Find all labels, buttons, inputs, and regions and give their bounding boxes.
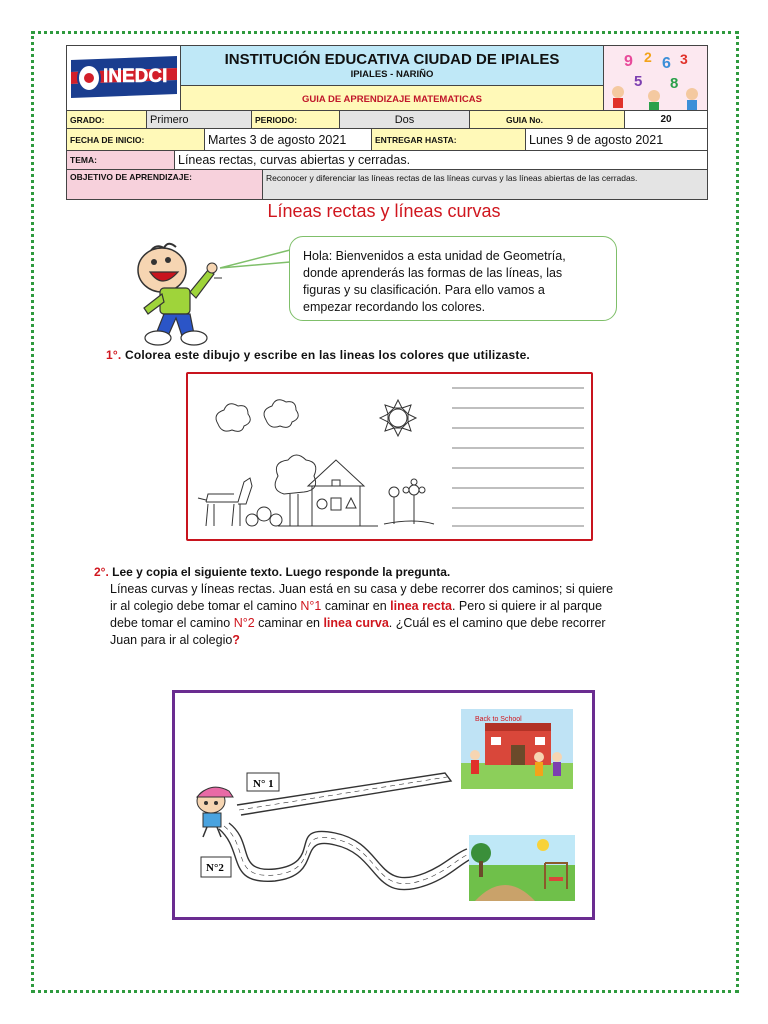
paragraph-line-1: Líneas curvas y líneas rectas. Juan está en su casa y debe recorrer dos caminos; si quiere xyxy=(110,582,614,596)
question-mark: ? xyxy=(232,633,240,647)
bubble-line-1: Hola: Bienvenidos a esta unidad de Geometría, xyxy=(303,249,566,263)
paragraph-text: caminar en xyxy=(254,616,324,630)
question-2-text: Lee y copia el siguiente texto. Luego responde la pregunta. xyxy=(112,565,451,579)
bubble-line-4: empezar recordando los colores. xyxy=(303,300,486,314)
svg-text:9: 9 xyxy=(624,53,633,70)
tema-label: TEMA: xyxy=(67,151,175,169)
school-sign: Back to School xyxy=(475,716,522,723)
entregar-label: ENTREGAR HASTA: xyxy=(372,129,526,150)
objetivo-label: OBJETIVO DE APRENDIZAJE: xyxy=(67,170,263,199)
school-logo xyxy=(67,46,181,110)
paragraph-text: . ¿Cuál es el camino que debe recorrer xyxy=(388,616,606,630)
logo-text: INEDCI xyxy=(103,66,168,87)
cartoon-boy-illustration xyxy=(128,238,228,348)
guia-label: GUIA No. xyxy=(470,111,625,128)
question-1 xyxy=(106,348,530,362)
paragraph-text: . Pero si quiere ir al parque xyxy=(451,599,603,613)
school-picture xyxy=(461,709,573,789)
tema-value: Líneas rectas, curvas abiertas y cerradas. xyxy=(175,151,707,169)
bubble-line-3: figuras y su clasificación. Para ello vamos a xyxy=(303,283,545,297)
question-1-text: Colorea este dibujo y escribe en las lineas los colores que utilizaste. xyxy=(124,348,530,362)
bubble-line-2: donde aprenderás las formas de las líneas, las xyxy=(303,266,563,280)
svg-text:5: 5 xyxy=(634,73,643,90)
path-1-label: N° 1 xyxy=(253,778,274,790)
question-2-number: 2°. xyxy=(94,565,109,579)
curved-line-ref: linea curva xyxy=(323,616,389,630)
coloring-box xyxy=(186,372,593,541)
question-1-number: 1°. xyxy=(106,348,122,362)
objetivo-value: Reconocer y diferenciar las líneas rectas de las líneas curvas y las líneas abiertas de las cerradas. xyxy=(263,170,707,199)
numbers-kids-illustration xyxy=(603,46,707,110)
path-1-ref: N°1 xyxy=(300,599,322,613)
question-2 xyxy=(94,565,450,579)
paragraph-text: debe tomar el camino xyxy=(110,616,234,630)
svg-text:3: 3 xyxy=(680,51,688,67)
kid-character-illustration xyxy=(197,787,233,837)
grado-label: GRADO: xyxy=(67,111,147,128)
guide-title: GUIA DE APRENDIZAJE MATEMATICAS xyxy=(181,86,603,110)
header-table xyxy=(66,45,708,200)
school-name: INSTITUCIÓN EDUCATIVA CIUDAD DE IPIALES xyxy=(224,51,560,68)
svg-text:6: 6 xyxy=(662,55,671,72)
paragraph-text: ir al colegio debe tomar el camino xyxy=(110,599,301,613)
paragraph-text: Juan para ir al colegio xyxy=(110,633,233,647)
straight-line-ref: linea recta xyxy=(390,599,452,613)
entregar-value: Lunes 9 de agosto 2021 xyxy=(526,129,707,150)
paths-drawing xyxy=(175,693,592,917)
grado-value: Primero xyxy=(147,111,252,128)
school-location: IPIALES - NARIÑO xyxy=(350,69,434,80)
periodo-label: PERIODO: xyxy=(252,111,340,128)
coloring-drawing xyxy=(188,374,590,538)
page-title: Líneas rectas y líneas curvas xyxy=(267,201,501,221)
reading-paragraph xyxy=(110,581,670,649)
park-picture xyxy=(469,835,575,901)
guia-value: 20 xyxy=(660,114,672,125)
path-2-ref: N°2 xyxy=(233,616,255,630)
svg-text:8: 8 xyxy=(670,75,679,92)
speech-pointer xyxy=(218,246,292,276)
path-2-label: N°2 xyxy=(206,862,224,874)
svg-text:2: 2 xyxy=(644,49,652,65)
periodo-value: Dos xyxy=(340,111,470,128)
fecha-label: FECHA DE INICIO: xyxy=(67,129,205,150)
paragraph-text: caminar en xyxy=(321,599,391,613)
fecha-value: Martes 3 de agosto 2021 xyxy=(205,129,372,150)
speech-bubble xyxy=(289,236,617,321)
paths-box xyxy=(172,690,595,920)
